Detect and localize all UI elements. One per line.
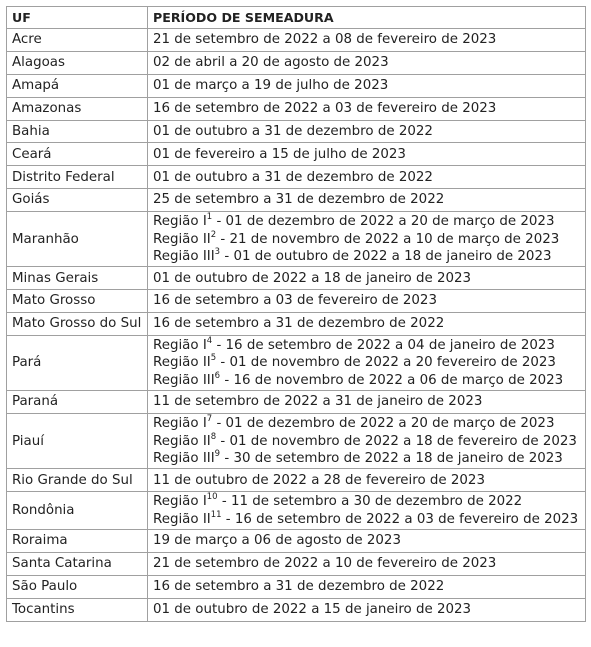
uf-cell: Alagoas <box>7 51 148 74</box>
header-row <box>7 7 586 29</box>
uf-cell: Tocantins <box>7 598 148 621</box>
period-cell <box>148 29 586 52</box>
period-line: 16 de setembro a 31 de dezembro de 2022 <box>153 579 445 595</box>
region-period: - 16 de setembro de 2022 a 03 de fevereiro de 2023 <box>221 511 579 527</box>
period-cell <box>148 598 586 621</box>
period-line: 01 de outubro de 2022 a 18 de janeiro de 2023 <box>153 270 472 286</box>
region-label: Região III <box>153 450 215 466</box>
uf-cell: São Paulo <box>7 575 148 598</box>
table-row <box>7 120 586 143</box>
uf-cell: Mato Grosso <box>7 290 148 313</box>
table-row <box>7 143 586 166</box>
period-cell <box>148 74 586 97</box>
period-cell <box>148 575 586 598</box>
period-line: 16 de setembro a 03 de fevereiro de 2023 <box>153 293 437 309</box>
period-cell <box>148 267 586 290</box>
uf-cell: Pará <box>7 336 148 391</box>
footnote-marker: 8 <box>210 431 217 442</box>
table-row <box>7 469 586 492</box>
table-row <box>7 97 586 120</box>
region-period: - 16 de setembro de 2022 a 04 de janeiro de 2023 <box>212 338 555 354</box>
period-line <box>153 433 580 450</box>
footnote-marker: 4 <box>206 336 213 347</box>
table-row <box>7 552 586 575</box>
period-line: 02 de abril a 20 de agosto de 2023 <box>153 55 389 71</box>
period-line: 01 de março a 19 de julho de 2023 <box>153 78 389 94</box>
period-line <box>153 372 580 389</box>
region-period: - 01 de dezembro de 2022 a 20 de março de 2023 <box>212 416 555 432</box>
header-uf: UF <box>7 7 148 29</box>
uf-cell: Mato Grosso do Sul <box>7 313 148 336</box>
period-line: 19 de março a 06 de agosto de 2023 <box>153 533 401 549</box>
region-label: Região I <box>153 214 207 230</box>
region-label: Região III <box>153 372 215 388</box>
table-row <box>7 598 586 621</box>
uf-cell: Bahia <box>7 120 148 143</box>
region-label: Região II <box>153 511 211 527</box>
uf-cell: Amazonas <box>7 97 148 120</box>
period-cell <box>148 143 586 166</box>
table-row <box>7 530 586 553</box>
uf-cell: Rio Grande do Sul <box>7 469 148 492</box>
region-period: - 01 de novembro de 2022 a 20 fevereiro de 2023 <box>216 355 556 371</box>
period-line <box>153 493 580 510</box>
period-cell <box>148 166 586 189</box>
header-periodo: PERÍODO DE SEMEADURA <box>148 7 586 29</box>
table-row <box>7 336 586 391</box>
uf-cell: Paraná <box>7 391 148 414</box>
period-cell <box>148 391 586 414</box>
period-cell <box>148 414 586 469</box>
table-row <box>7 166 586 189</box>
period-cell <box>148 189 586 212</box>
region-period: - 30 de setembro de 2022 a 18 de janeiro de 2023 <box>220 450 563 466</box>
region-label: Região II <box>153 231 211 247</box>
table-row <box>7 414 586 469</box>
period-line <box>153 511 580 528</box>
period-cell <box>148 313 586 336</box>
uf-cell: Minas Gerais <box>7 267 148 290</box>
period-line: 25 de setembro a 31 de dezembro de 2022 <box>153 192 445 208</box>
period-line <box>153 231 580 248</box>
period-cell <box>148 552 586 575</box>
period-line: 11 de outubro de 2022 a 28 de fevereiro de 2023 <box>153 472 485 488</box>
period-line <box>153 337 580 354</box>
table-row <box>7 74 586 97</box>
footnote-marker: 6 <box>214 370 221 381</box>
region-period: - 01 de novembro de 2022 a 18 de fevereiro de 2023 <box>216 433 577 449</box>
period-line <box>153 450 580 467</box>
table-row <box>7 313 586 336</box>
sowing-period-table <box>6 6 586 622</box>
region-label: Região III <box>153 248 215 264</box>
period-cell <box>148 120 586 143</box>
period-line: 01 de outubro a 31 de dezembro de 2022 <box>153 169 433 185</box>
uf-cell: Goiás <box>7 189 148 212</box>
table-row <box>7 51 586 74</box>
table-row <box>7 212 586 267</box>
region-period: - 21 de novembro de 2022 a 10 de março de 2023 <box>216 231 560 247</box>
period-cell <box>148 530 586 553</box>
uf-cell: Santa Catarina <box>7 552 148 575</box>
region-label: Região I <box>153 494 207 510</box>
period-cell <box>148 469 586 492</box>
region-period: - 01 de dezembro de 2022 a 20 de março de 2023 <box>212 214 555 230</box>
table-row <box>7 575 586 598</box>
uf-cell: Ceará <box>7 143 148 166</box>
region-label: Região II <box>153 355 211 371</box>
period-line: 01 de outubro de 2022 a 15 de janeiro de 2023 <box>153 601 472 617</box>
period-line <box>153 248 580 265</box>
period-line: 16 de setembro a 31 de dezembro de 2022 <box>153 316 445 332</box>
footnote-marker: 3 <box>214 246 221 257</box>
region-label: Região I <box>153 416 207 432</box>
footnote-marker: 5 <box>210 353 217 364</box>
period-cell <box>148 51 586 74</box>
period-line: 16 de setembro de 2022 a 03 de fevereiro de 2023 <box>153 100 497 116</box>
footnote-marker: 1 <box>206 212 213 223</box>
period-line <box>153 354 580 371</box>
footnote-marker: 11 <box>210 509 222 520</box>
region-label: Região II <box>153 433 211 449</box>
uf-cell: Amapá <box>7 74 148 97</box>
period-line: 01 de fevereiro a 15 de julho de 2023 <box>153 146 406 162</box>
table-row <box>7 391 586 414</box>
table-row <box>7 290 586 313</box>
uf-cell: Roraima <box>7 530 148 553</box>
uf-cell: Maranhão <box>7 212 148 267</box>
period-cell <box>148 97 586 120</box>
period-line: 21 de setembro de 2022 a 10 de fevereiro de 2023 <box>153 556 497 572</box>
period-line: 01 de outubro a 31 de dezembro de 2022 <box>153 123 433 139</box>
uf-cell: Acre <box>7 29 148 52</box>
region-period: - 11 de setembro a 30 de dezembro de 2022 <box>217 494 523 510</box>
table-row <box>7 492 586 530</box>
period-cell <box>148 290 586 313</box>
period-line <box>153 213 580 230</box>
period-cell <box>148 492 586 530</box>
uf-cell: Distrito Federal <box>7 166 148 189</box>
footnote-marker: 2 <box>210 229 217 240</box>
table-body <box>7 29 586 622</box>
footnote-marker: 9 <box>214 448 221 459</box>
region-period: - 16 de novembro de 2022 a 06 de março de 2023 <box>220 372 564 388</box>
period-cell <box>148 212 586 267</box>
region-period: - 01 de outubro de 2022 a 18 de janeiro de 2023 <box>220 248 552 264</box>
uf-cell: Piauí <box>7 414 148 469</box>
table-row <box>7 29 586 52</box>
period-line <box>153 415 580 432</box>
region-label: Região I <box>153 338 207 354</box>
uf-cell: Rondônia <box>7 492 148 530</box>
period-line: 21 de setembro de 2022 a 08 de fevereiro de 2023 <box>153 32 497 48</box>
footnote-marker: 10 <box>206 492 218 503</box>
table-row <box>7 267 586 290</box>
table-row <box>7 189 586 212</box>
period-line: 11 de setembro de 2022 a 31 de janeiro de 2023 <box>153 394 483 410</box>
footnote-marker: 7 <box>206 414 213 425</box>
period-cell <box>148 336 586 391</box>
